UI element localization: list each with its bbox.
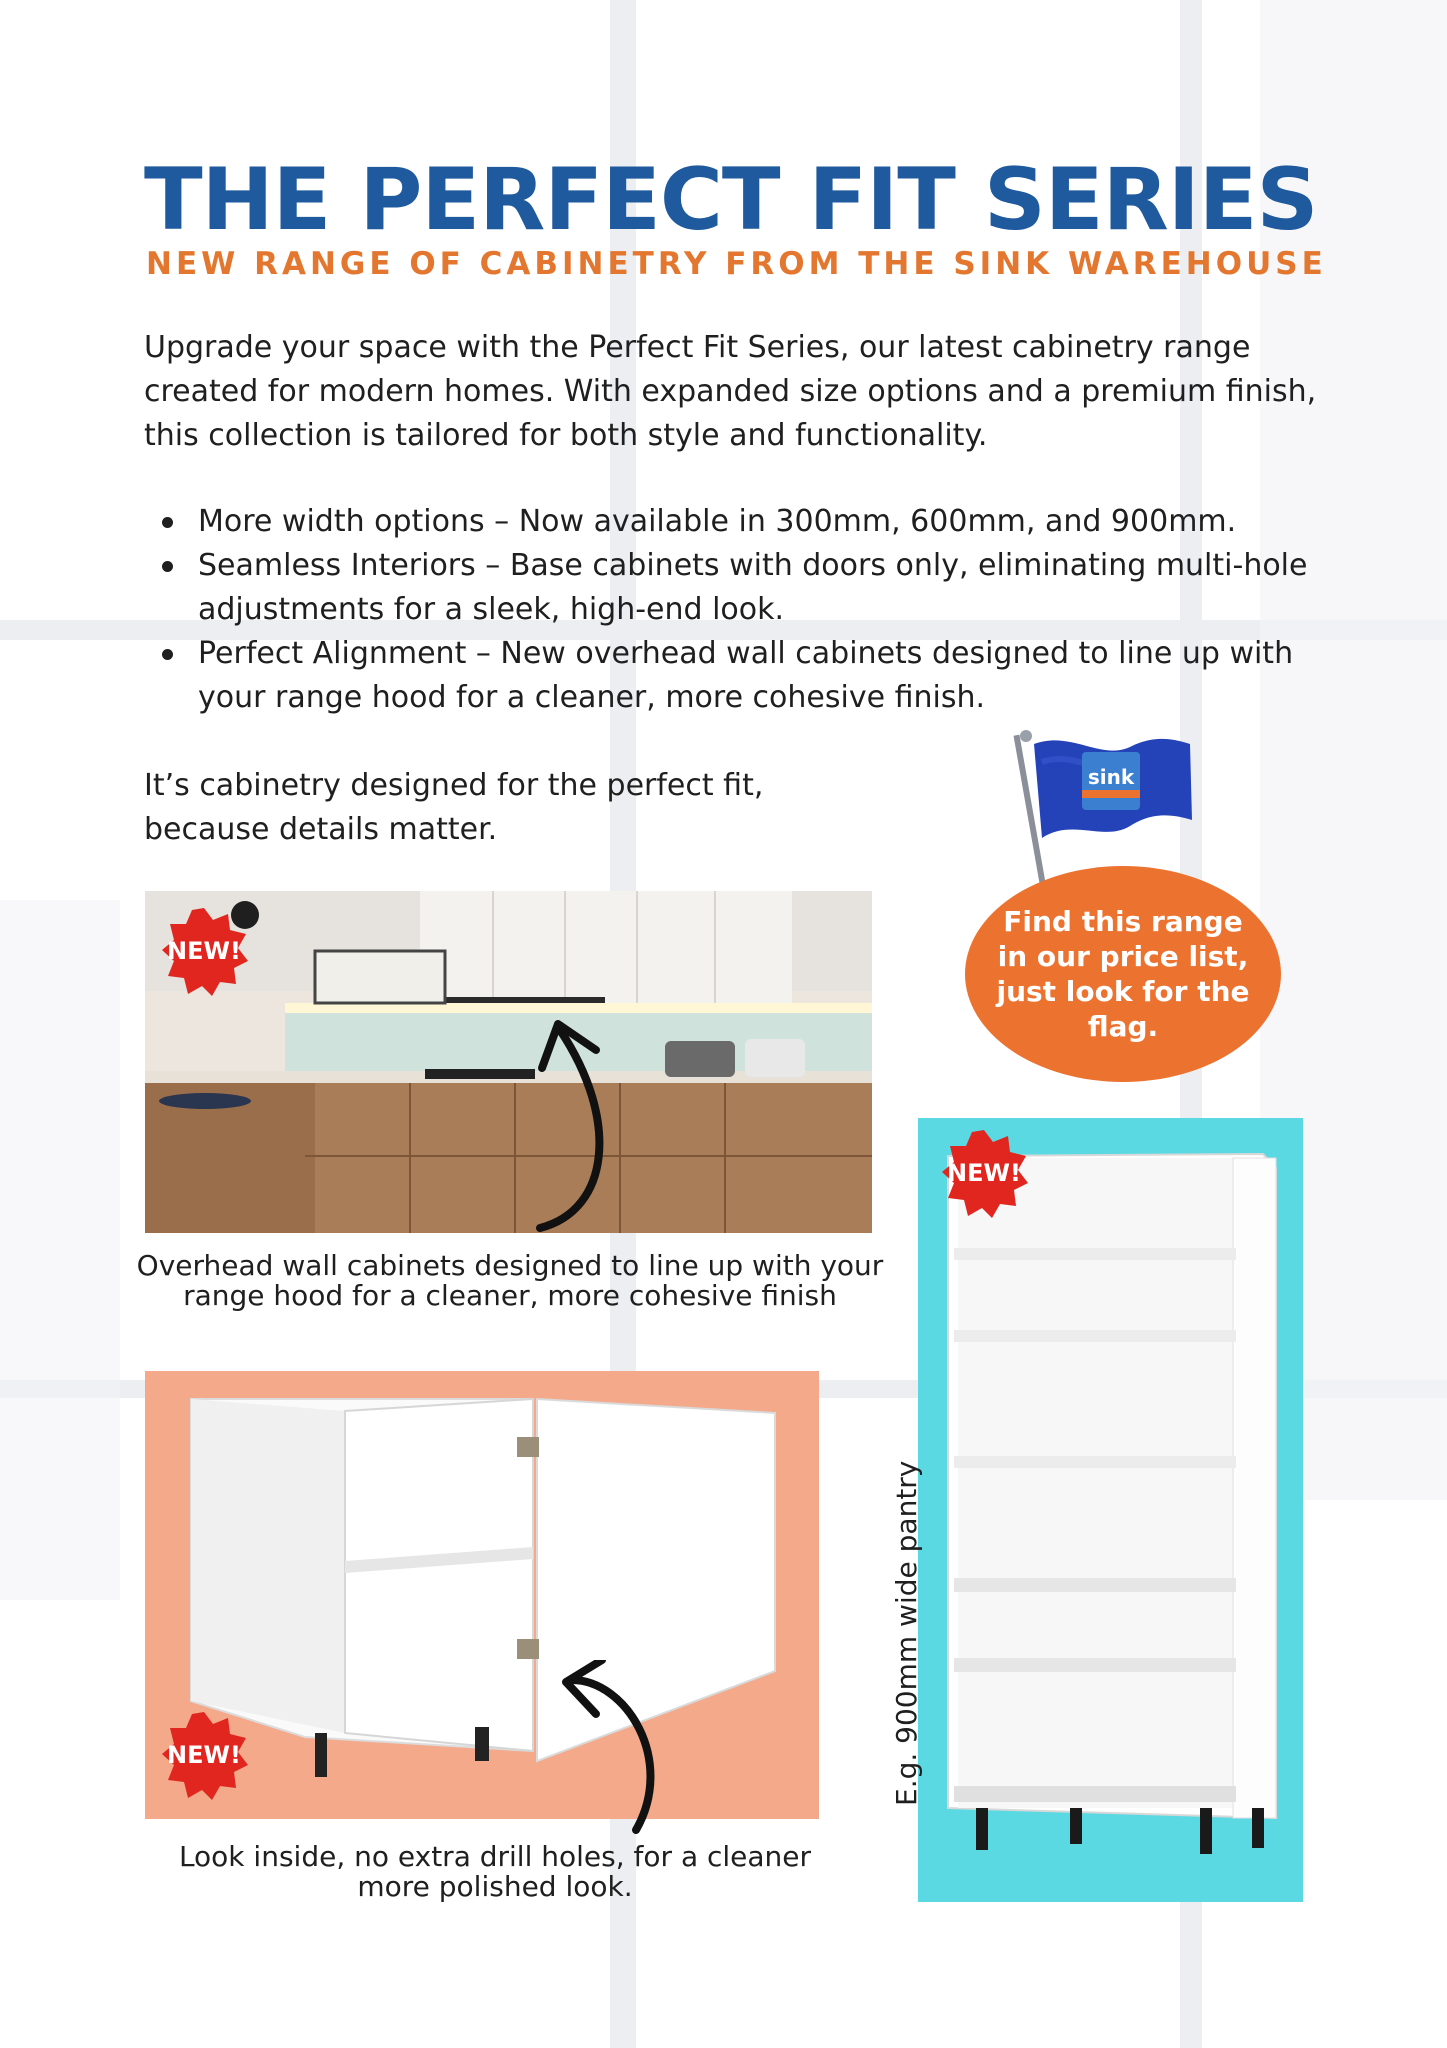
flag-callout <box>965 866 1281 1082</box>
feature-item <box>158 544 1318 632</box>
caption-line: Look inside, no extra drill holes, for a cleaner <box>178 1840 812 1873</box>
curved-arrow-icon <box>520 1010 640 1240</box>
feature-list <box>158 500 1318 720</box>
feature-line: Perfect Alignment – New overhead wall cabinets designed to line up with <box>198 636 1294 671</box>
closing-line: because details matter. <box>144 812 498 847</box>
bullet-icon <box>162 517 173 528</box>
feature-line: your range hood for a cleaner, more cohesive finish. <box>198 680 986 715</box>
kitchen-photo <box>145 891 872 1233</box>
caption-line: range hood for a cleaner, more cohesive finish <box>183 1279 837 1312</box>
feature-item <box>158 632 1318 720</box>
intro-line: Upgrade your space with the Perfect Fit Series, our latest cabinetry range <box>144 330 1251 365</box>
pantry-label-text: E.g. 900mm wide pantry <box>890 1460 923 1806</box>
flag-callout-text: Find this range in our price list, just look for the flag. <box>996 905 1250 1043</box>
base-cabinet-caption <box>120 1842 870 1902</box>
caption-line: more polished look. <box>357 1870 633 1903</box>
new-badge-label: NEW! <box>167 1741 241 1769</box>
feature-item <box>158 500 1318 544</box>
closing-line: It’s cabinetry designed for the perfect fit, <box>144 768 764 803</box>
bullet-icon <box>162 649 173 660</box>
new-badge-label: NEW! <box>167 937 241 965</box>
page-title: THE PERFECT FIT SERIES <box>144 150 1318 250</box>
bullet-icon <box>162 561 173 572</box>
page-subtitle: NEW RANGE OF CABINETRY FROM THE SINK WAREHOUSE <box>146 246 1327 282</box>
feature-line: More width options – Now available in 300mm, 600mm, and 900mm. <box>198 504 1237 539</box>
new-badge-label: NEW! <box>947 1159 1021 1187</box>
intro-line: created for modern homes. With expanded size options and a premium finish, <box>144 374 1317 409</box>
feature-line: adjustments for a sleek, high-end look. <box>198 592 785 627</box>
new-badge <box>158 906 250 998</box>
new-badge <box>158 1710 250 1802</box>
sink-flag-icon <box>1012 722 1200 884</box>
curved-arrow-icon <box>556 1660 676 1840</box>
kitchen-photo-caption <box>120 1251 900 1311</box>
caption-line: Overhead wall cabinets designed to line up with your <box>136 1249 884 1282</box>
closing-paragraph <box>144 764 844 852</box>
new-badge <box>938 1128 1030 1220</box>
intro-paragraph <box>144 326 1324 458</box>
intro-line: this collection is tailored for both style and functionality. <box>144 418 988 453</box>
sink-logo-text: sink <box>1087 765 1135 789</box>
pantry-photo <box>918 1118 1303 1902</box>
feature-line: Seamless Interiors – Base cabinets with doors only, eliminating multi-hole <box>198 548 1308 583</box>
